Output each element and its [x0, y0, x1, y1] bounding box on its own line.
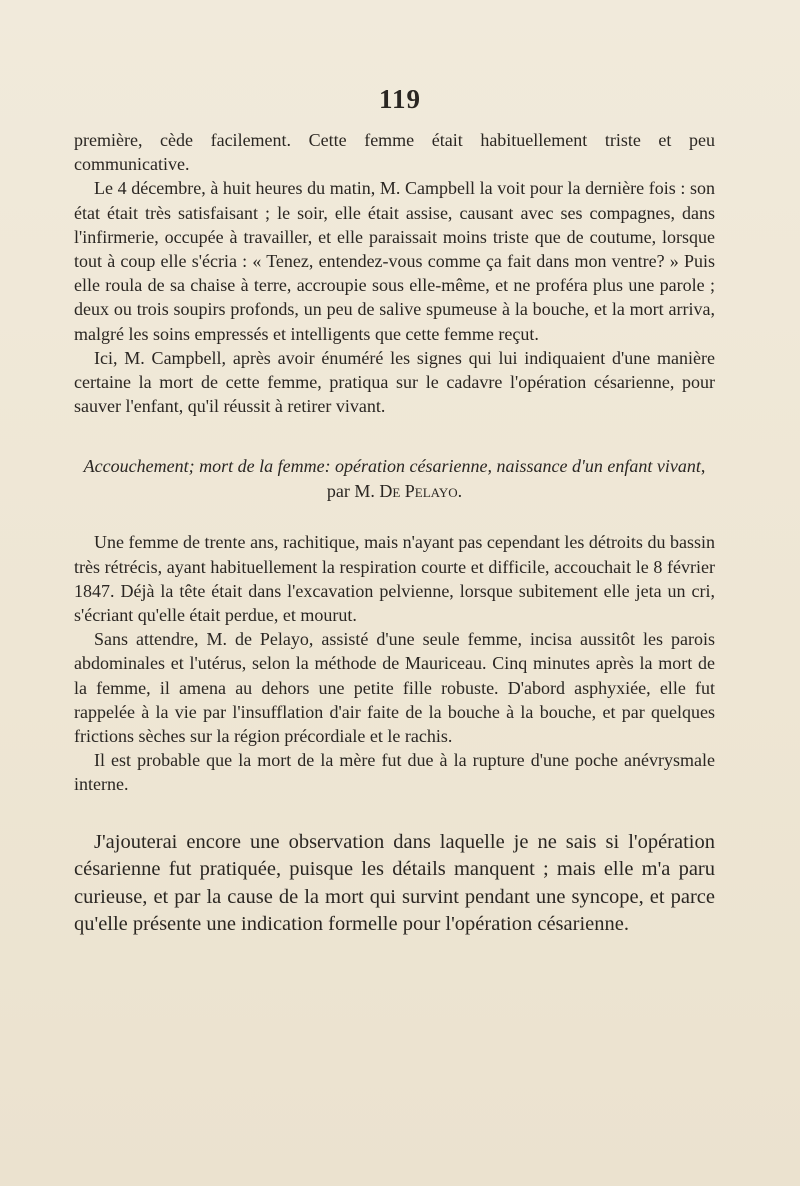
- section-heading-end: .: [457, 481, 463, 502]
- paragraph: Une femme de trente ans, rachitique, mais n'ayant pas cependant les détroits du bassin très rétrécis, ayant habituellement la respiration courte et difficile, accouchait le 8 février 1847. Déjà la tête était dans l'excavation pelvienne, lorsque subitement elle jeta un cri, s'écriant qu'elle était perdue, et mourut.: [74, 532, 715, 626]
- closing-paragraph: J'ajouterai encore une observation dans laquelle je ne sais si l'opération césarienne fut pratiquée, puisque les détails manquent ; mais elle m'a paru curieuse, et par la cause de la mort qui survint pendant une syncope, et parce qu'elle présente une indication formelle pour l'opération césarienne.: [74, 830, 715, 936]
- page-number: 119: [378, 84, 421, 114]
- body-text: [74, 128, 715, 939]
- section-heading-by: , par M.: [326, 456, 706, 502]
- paragraph: Il est probable que la mort de la mère fut due à la rupture d'une poche anévrysmale interne.: [74, 750, 715, 795]
- paragraph: Le 4 décembre, à huit heures du matin, M. Campbell la voit pour la dernière fois : son état était très satisfaisant ; le soir, elle était assise, causant avec ses compagnes, dans l'infirmerie, occupée à travailler, et elle paraissait moins triste que de coutume, lorsque tout à coup elle s'écria : « Tenez, entendez-vous comme ça fait dans mon ventre? » Puis elle roula de sa chaise à terre, accroupie sous elle-même, et ne proféra plus une parole ; deux ou trois soupirs profonds, un peu de salive spumeuse à la bouche, et la mort arriva, malgré les soins empressés et intelligents que cette femme reçut.: [74, 178, 715, 344]
- closing-section: [74, 829, 715, 939]
- paragraph-continuation: première, cède facilement. Cette femme était habituellement triste et peu communicative.: [74, 130, 715, 175]
- paragraph: Ici, M. Campbell, après avoir énuméré les signes qui lui indiquaient d'une manière certaine la mort de cette femme, pratiqua sur le cadavre l'opération césarienne, pour sauver l'enfant, qu'il réussit à retirer vivant.: [74, 347, 715, 417]
- section-heading-author: De Pelayo: [379, 481, 458, 502]
- paragraph: Sans attendre, M. de Pelayo, assisté d'une seule femme, incisa aussitôt les parois abdominales et l'utérus, selon la méthode de Mauriceau. Cinq minutes après la mort de la femme, il amena au dehors une petite fille robuste. D'abord asphyxiée, elle fut rappelée à la vie par l'insufflation d'air faite de la bouche à la bouche, et par quelques frictions sèches sur la région précordiale et le rachis.: [74, 629, 715, 747]
- section-heading: [74, 454, 715, 504]
- section-heading-title: Accouchement; mort de la femme: opération césarienne, naissance d'un enfant vivant: [83, 456, 701, 477]
- section-text: [74, 530, 715, 796]
